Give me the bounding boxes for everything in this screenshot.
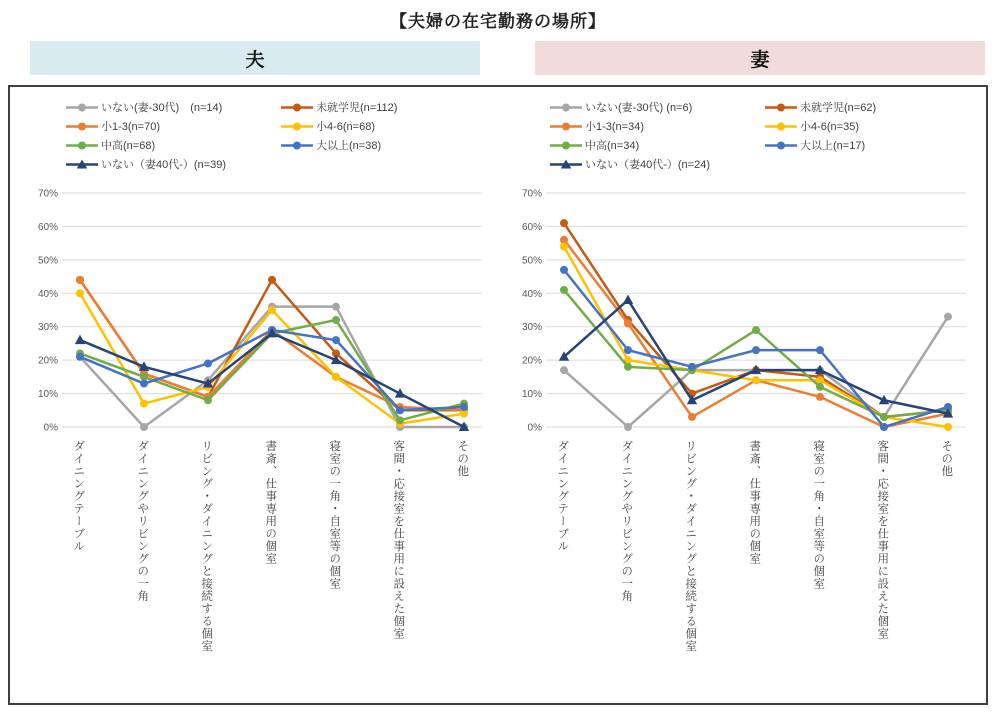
- legend-label: いない(妻-30代) (n=6): [585, 102, 693, 114]
- series-marker: [396, 406, 404, 414]
- legend-item: [66, 156, 281, 172]
- x-axis-label: 寝室の一角・自室等の個室: [328, 440, 341, 590]
- legend-circle-marker-icon: [765, 140, 797, 151]
- legend-label: 小1-3(n=34): [585, 121, 645, 133]
- legend-circle-marker-icon: [66, 121, 98, 132]
- husband-header-label: 夫: [245, 49, 265, 71]
- series-marker: [623, 294, 633, 304]
- legend-circle-marker-icon: [550, 140, 582, 151]
- x-axis-label: 書斎、仕事専用の個室: [264, 440, 277, 565]
- legend-item: [281, 118, 498, 134]
- legend-label: 中高(n=68): [101, 140, 156, 152]
- series-marker: [140, 400, 148, 408]
- y-tick-label: 30%: [37, 322, 58, 334]
- y-tick-label: 0%: [527, 422, 542, 433]
- legend-label: 未就学児(n=62): [800, 102, 877, 114]
- series-marker: [624, 346, 632, 354]
- legend-circle-marker-icon: [765, 102, 797, 113]
- legend-label: 大以上(n=38): [316, 140, 382, 152]
- chart-legend: [14, 93, 498, 181]
- legend-label: いない（妻40代-）(n=24): [585, 159, 711, 171]
- x-axis-label: その他: [940, 440, 953, 478]
- legend-item: [765, 137, 982, 153]
- series-marker: [944, 423, 952, 431]
- y-tick-label: 50%: [521, 255, 542, 267]
- legend-label: 小4-6(n=68): [316, 121, 376, 133]
- y-tick-label: 30%: [521, 322, 542, 334]
- legend-label: 未就学児(n=112): [316, 102, 398, 114]
- series-marker: [75, 335, 85, 345]
- plot-area: [20, 181, 498, 438]
- chart-frame: [8, 85, 988, 705]
- husband-chart: [14, 93, 498, 703]
- x-axis-label: 客間・応接室を仕事用に設えた個室: [392, 440, 405, 640]
- legend-circle-marker-icon: [281, 102, 313, 113]
- legend-circle-marker-icon: [281, 140, 313, 151]
- legend-circle-marker-icon: [66, 102, 98, 113]
- legend-label: 中高(n=34): [585, 140, 640, 152]
- legend-item: [765, 118, 982, 134]
- series-marker: [140, 423, 148, 431]
- legend-circle-marker-icon: [550, 121, 582, 132]
- legend-circle-marker-icon: [281, 121, 313, 132]
- series-marker: [332, 336, 340, 344]
- y-tick-label: 70%: [521, 188, 542, 200]
- x-axis-label: 寝室の一角・自室等の個室: [812, 440, 825, 590]
- y-tick-label: 40%: [37, 288, 58, 300]
- y-tick-label: 70%: [37, 188, 58, 200]
- series-marker: [752, 346, 760, 354]
- legend-circle-marker-icon: [765, 121, 797, 132]
- legend-item: [550, 137, 765, 153]
- series-marker: [880, 423, 888, 431]
- legend-circle-marker-icon: [550, 102, 582, 113]
- x-axis-label: ダイニングテーブル: [556, 440, 569, 553]
- x-axis-label: 客間・応接室を仕事用に設えた個室: [876, 440, 889, 640]
- legend-label: 小1-3(n=70): [101, 121, 161, 133]
- plot-svg: [20, 181, 490, 433]
- y-tick-label: 20%: [37, 355, 58, 367]
- x-axis-label: ダイニングテーブル: [72, 440, 85, 553]
- plot-svg: [504, 181, 974, 433]
- wife-header-label: 妻: [750, 49, 770, 71]
- series-marker: [204, 359, 212, 367]
- y-tick-label: 10%: [37, 389, 58, 401]
- husband-header-band: [30, 41, 480, 75]
- x-axis-label: リビング・ダイニングと接続する個室: [200, 440, 213, 653]
- series-marker: [688, 363, 696, 371]
- series-marker: [752, 326, 760, 334]
- x-axis-labels: [504, 438, 982, 690]
- x-axis-label: ダイニングやリビングの一角: [136, 440, 149, 603]
- series-line: [564, 246, 948, 427]
- series-marker: [688, 413, 696, 421]
- series-marker: [560, 286, 568, 294]
- y-tick-label: 0%: [43, 422, 58, 433]
- x-axis-label: ダイニングやリビングの一角: [620, 440, 633, 603]
- series-marker: [332, 373, 340, 381]
- y-tick-label: 60%: [521, 221, 542, 233]
- legend-item: [550, 156, 765, 172]
- legend-label: 大以上(n=17): [800, 140, 866, 152]
- legend-item: [281, 99, 498, 115]
- series-marker: [752, 376, 760, 384]
- legend-circle-marker-icon: [66, 140, 98, 151]
- x-axis-label: リビング・ダイニングと接続する個室: [684, 440, 697, 653]
- y-tick-label: 50%: [37, 255, 58, 267]
- series-marker: [396, 416, 404, 424]
- x-axis-label: 書斎、仕事専用の個室: [748, 440, 761, 565]
- legend-label: 小4-6(n=35): [800, 121, 860, 133]
- series-line: [564, 223, 948, 417]
- legend-item: [765, 99, 982, 115]
- legend-label: いない(妻-30代) (n=14): [101, 102, 223, 114]
- plot-area: [504, 181, 982, 438]
- series-marker: [76, 276, 84, 284]
- series-marker: [560, 219, 568, 227]
- series-marker: [460, 403, 468, 411]
- legend-triangle-marker-icon: [66, 159, 98, 170]
- chart-legend: [498, 93, 982, 181]
- series-marker: [268, 306, 276, 314]
- series-marker: [268, 276, 276, 284]
- series-marker: [624, 363, 632, 371]
- series-marker: [76, 353, 84, 361]
- series-marker: [816, 393, 824, 401]
- series-marker: [332, 303, 340, 311]
- legend-item: [550, 99, 765, 115]
- legend-item: [66, 137, 281, 153]
- y-tick-label: 20%: [521, 355, 542, 367]
- series-marker: [204, 396, 212, 404]
- legend-triangle-marker-icon: [550, 159, 582, 170]
- wife-chart: [498, 93, 982, 703]
- y-tick-label: 10%: [521, 389, 542, 401]
- series-marker: [560, 366, 568, 374]
- series-marker: [560, 242, 568, 250]
- legend-item: [281, 137, 498, 153]
- series-marker: [560, 266, 568, 274]
- page-title: 【夫婦の在宅勤務の場所】: [390, 12, 606, 31]
- series-marker: [624, 423, 632, 431]
- series-marker: [816, 383, 824, 391]
- legend-label: いない（妻40代-）(n=39): [101, 159, 227, 171]
- legend-item: [66, 118, 281, 134]
- series-marker: [944, 313, 952, 321]
- header-row: [30, 41, 985, 75]
- legend-item: [550, 118, 765, 134]
- y-tick-label: 60%: [37, 221, 58, 233]
- y-tick-label: 40%: [521, 288, 542, 300]
- legend-item: [66, 99, 281, 115]
- x-axis-labels: [20, 438, 498, 690]
- series-marker: [880, 413, 888, 421]
- series-marker: [140, 380, 148, 388]
- series-marker: [76, 289, 84, 297]
- x-axis-label: その他: [456, 440, 469, 478]
- series-marker: [332, 316, 340, 324]
- series-marker: [816, 346, 824, 354]
- wife-header-band: [535, 41, 985, 75]
- series-marker: [624, 319, 632, 327]
